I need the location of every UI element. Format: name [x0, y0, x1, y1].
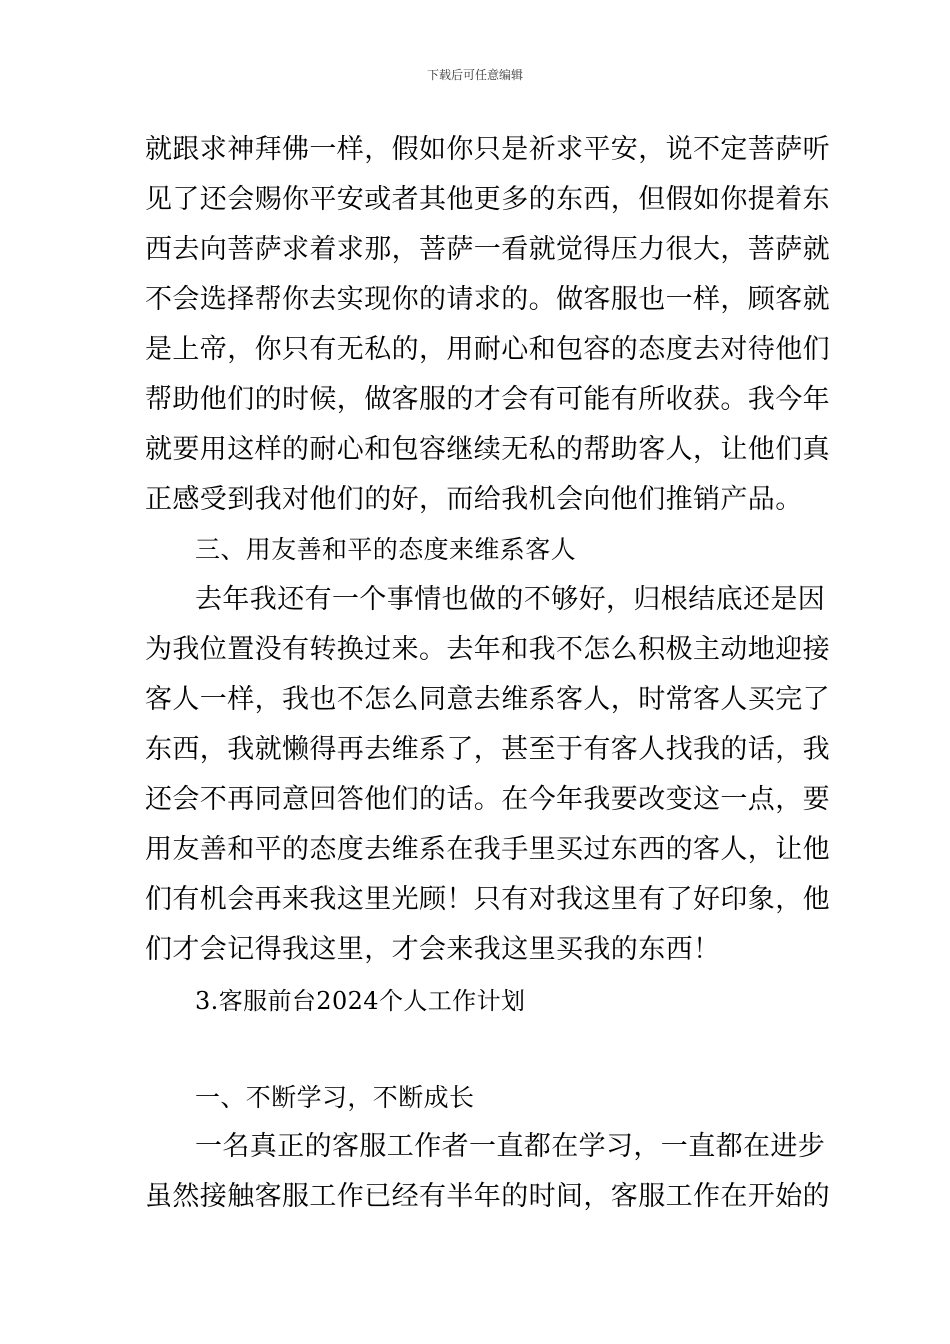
body-text-line: 不会选择帮你去实现你的请求的。做客服也一样，顾客就	[145, 284, 830, 315]
body-text-line: 就要用这样的耐心和包容继续无私的帮助客人，让他们真	[145, 434, 830, 465]
body-text-line: 们才会记得我这里，才会来我这里买我的东西！	[145, 934, 721, 965]
body-text-line: 虽然接触客服工作已经有半年的时间，客服工作在开始的	[145, 1181, 830, 1212]
body-text-line: 去年我还有一个事情也做的不够好，归根结底还是因	[195, 584, 826, 615]
page-header-note: 下载后可任意编辑	[426, 68, 523, 82]
section-heading: 三、用友善和平的态度来维系客人	[195, 535, 577, 564]
section-heading: 一、不断学习，不断成长	[195, 1083, 475, 1112]
body-text-line: 一名真正的客服工作者一直都在学习，一直都在进步	[195, 1131, 826, 1162]
body-text-line: 见了还会赐你平安或者其他更多的东西，但假如你提着东	[145, 184, 830, 215]
body-text-line: 为我位置没有转换过来。去年和我不怎么积极主动地迎接	[145, 634, 830, 665]
body-text-line: 还会不再同意回答他们的话。在今年我要改变这一点，要	[145, 784, 830, 815]
body-text-line: 正感受到我对他们的好，而给我机会向他们推销产品。	[145, 484, 803, 515]
body-text-line: 用友善和平的态度去维系在我手里买过东西的客人，让他	[145, 834, 830, 865]
body-text-line: 帮助他们的时候，做客服的才会有可能有所收获。我今年	[145, 384, 830, 415]
section-title: 3.客服前台2024个人工作计划	[195, 987, 526, 1015]
body-text-line: 客人一样，我也不怎么同意去维系客人，时常客人买完了	[145, 684, 830, 715]
body-text-line: 就跟求神拜佛一样，假如你只是祈求平安，说不定菩萨听	[145, 134, 830, 165]
body-text-line: 西去向菩萨求着求那，菩萨一看就觉得压力很大，菩萨就	[145, 234, 830, 265]
body-text-line: 是上帝，你只有无私的，用耐心和包容的态度去对待他们	[145, 334, 830, 365]
body-text-line: 东西，我就懒得再去维系了，甚至于有客人找我的话，我	[145, 734, 830, 765]
body-text-line: 们有机会再来我这里光顾！只有对我这里有了好印象，他	[145, 884, 830, 915]
